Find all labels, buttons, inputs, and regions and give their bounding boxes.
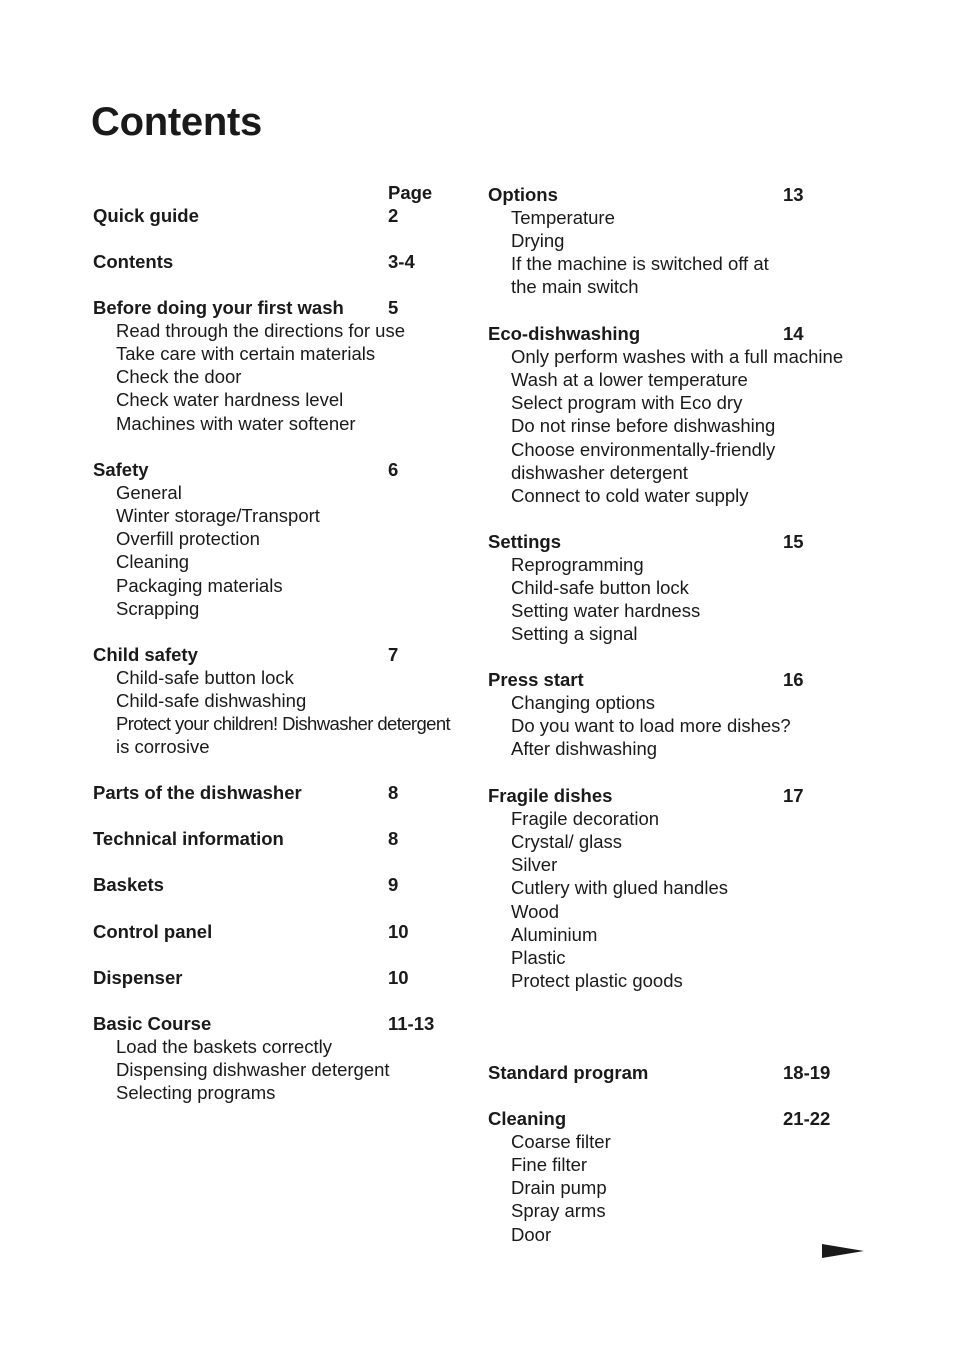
toc-subitem: Selecting programs — [116, 1082, 276, 1104]
toc-subitem: Drain pump — [511, 1177, 607, 1199]
toc-page-number: 17 — [783, 785, 804, 806]
toc-subitem: Door — [511, 1223, 552, 1245]
toc-section-title: Parts of the dishwasher — [93, 782, 302, 803]
toc-page-number: 6 — [388, 459, 399, 480]
toc-subitem: Temperature — [511, 207, 615, 229]
toc-subitem: Overfill protection — [116, 528, 260, 550]
toc-subitem: After dishwashing — [511, 738, 658, 760]
toc-page-number: 8 — [388, 782, 399, 803]
toc-subitem: Check water hardness level — [116, 389, 344, 411]
toc-subitem: Plastic — [511, 946, 566, 968]
toc-subitem: Setting a signal — [511, 623, 638, 645]
toc-section-title: Control panel — [93, 921, 213, 942]
toc-subitem: Child-safe button lock — [116, 667, 294, 689]
toc-subitem: Read through the directions for use — [116, 320, 405, 342]
toc-page-number: 8 — [388, 828, 399, 849]
toc-page-number: 21-22 — [783, 1108, 831, 1129]
toc-section-title: Safety — [93, 459, 149, 480]
toc-section-title: Technical information — [93, 828, 284, 849]
toc-subitem: Fine filter — [511, 1154, 588, 1176]
page-column-header: Page — [388, 182, 433, 203]
toc-subitem: Drying — [511, 230, 565, 252]
toc-section-title: Dispenser — [93, 967, 183, 988]
toc-subitem: is corrosive — [116, 736, 210, 758]
toc-subitem: Wood — [511, 900, 559, 922]
toc-page-number: 10 — [388, 967, 409, 988]
toc-subitem: Connect to cold water supply — [511, 484, 749, 506]
toc-subitem: Machines with water softener — [116, 412, 356, 434]
toc-page-number: 5 — [388, 297, 399, 318]
toc-section-title: Child safety — [93, 644, 198, 665]
toc-subitem: Protect plastic goods — [511, 969, 683, 991]
toc-subitem: Choose environmentally-friendly — [511, 438, 776, 460]
toc-page-number: 15 — [783, 531, 804, 552]
toc-section-title: Baskets — [93, 874, 164, 895]
toc-page-number: 16 — [783, 669, 804, 690]
toc-section-title: Settings — [488, 531, 561, 552]
toc-subitem: Protect your children! Dishwasher detergent — [116, 713, 451, 735]
toc-subitem: Select program with Eco dry — [511, 392, 743, 414]
toc-subitem: Coarse filter — [511, 1131, 611, 1153]
toc-subitem: Dispensing dishwasher detergent — [116, 1059, 390, 1081]
toc-section-title: Eco-dishwashing — [488, 323, 641, 344]
toc-subitem: Only perform washes with a full machine — [511, 346, 844, 368]
toc-subitem: General — [116, 482, 182, 504]
toc-subitem: Changing options — [511, 692, 655, 714]
toc-page-number: 7 — [388, 644, 399, 665]
toc-subitem: Child-safe dishwashing — [116, 690, 307, 712]
toc-page-number: 18-19 — [783, 1062, 831, 1083]
toc-subitem: Crystal/ glass — [511, 831, 623, 853]
toc-subitem: Do not rinse before dishwashing — [511, 415, 776, 437]
toc-subitem: Check the door — [116, 366, 242, 388]
toc-page-number: 13 — [783, 184, 804, 205]
toc-subitem: If the machine is switched off at — [511, 253, 769, 275]
toc-page-number: 9 — [388, 874, 399, 895]
toc-subitem: Scrapping — [116, 597, 200, 619]
toc-subitem: Cutlery with glued handles — [511, 877, 728, 899]
toc-section-title: Options — [488, 184, 558, 205]
toc-subitem: Fragile decoration — [511, 808, 660, 830]
toc-subitem: Do you want to load more dishes? — [511, 715, 791, 737]
toc-subitem: Winter storage/Transport — [116, 505, 320, 527]
toc-subitem: Setting water hardness — [511, 600, 701, 622]
toc-page-number: 2 — [388, 205, 399, 226]
toc-subitem: Packaging materials — [116, 574, 283, 596]
toc-subitem: dishwasher detergent — [511, 461, 688, 483]
toc-subitem: the main switch — [511, 276, 639, 298]
toc-subitem: Spray arms — [511, 1200, 606, 1222]
page-title: Contents — [91, 100, 262, 144]
toc-page-number: 14 — [783, 323, 804, 344]
toc-subitem: Aluminium — [511, 923, 598, 945]
toc-subitem: Take care with certain materials — [116, 343, 376, 365]
toc-section-title: Contents — [93, 251, 174, 272]
toc-section-title: Before doing your first wash — [93, 297, 344, 318]
toc-section-title: Quick guide — [93, 205, 199, 226]
toc-section-title: Basic Course — [93, 1013, 212, 1034]
toc-section-title: Cleaning — [488, 1108, 567, 1129]
toc-section-title: Press start — [488, 669, 584, 690]
toc-section-title: Fragile dishes — [488, 785, 613, 806]
toc-page-number: 3-4 — [388, 251, 415, 272]
toc-subitem: Wash at a lower temperature — [511, 369, 748, 391]
toc-page-number: 11-13 — [388, 1013, 435, 1034]
toc-subitem: Reprogramming — [511, 554, 644, 576]
toc-subitem: Cleaning — [116, 551, 190, 573]
toc-section-title: Standard program — [488, 1062, 649, 1083]
arrow-right-icon — [821, 1243, 865, 1259]
toc-subitem: Child-safe button lock — [511, 577, 689, 599]
toc-subitem: Load the baskets correctly — [116, 1036, 332, 1058]
toc-page-number: 10 — [388, 921, 409, 942]
toc-subitem: Silver — [511, 854, 558, 876]
